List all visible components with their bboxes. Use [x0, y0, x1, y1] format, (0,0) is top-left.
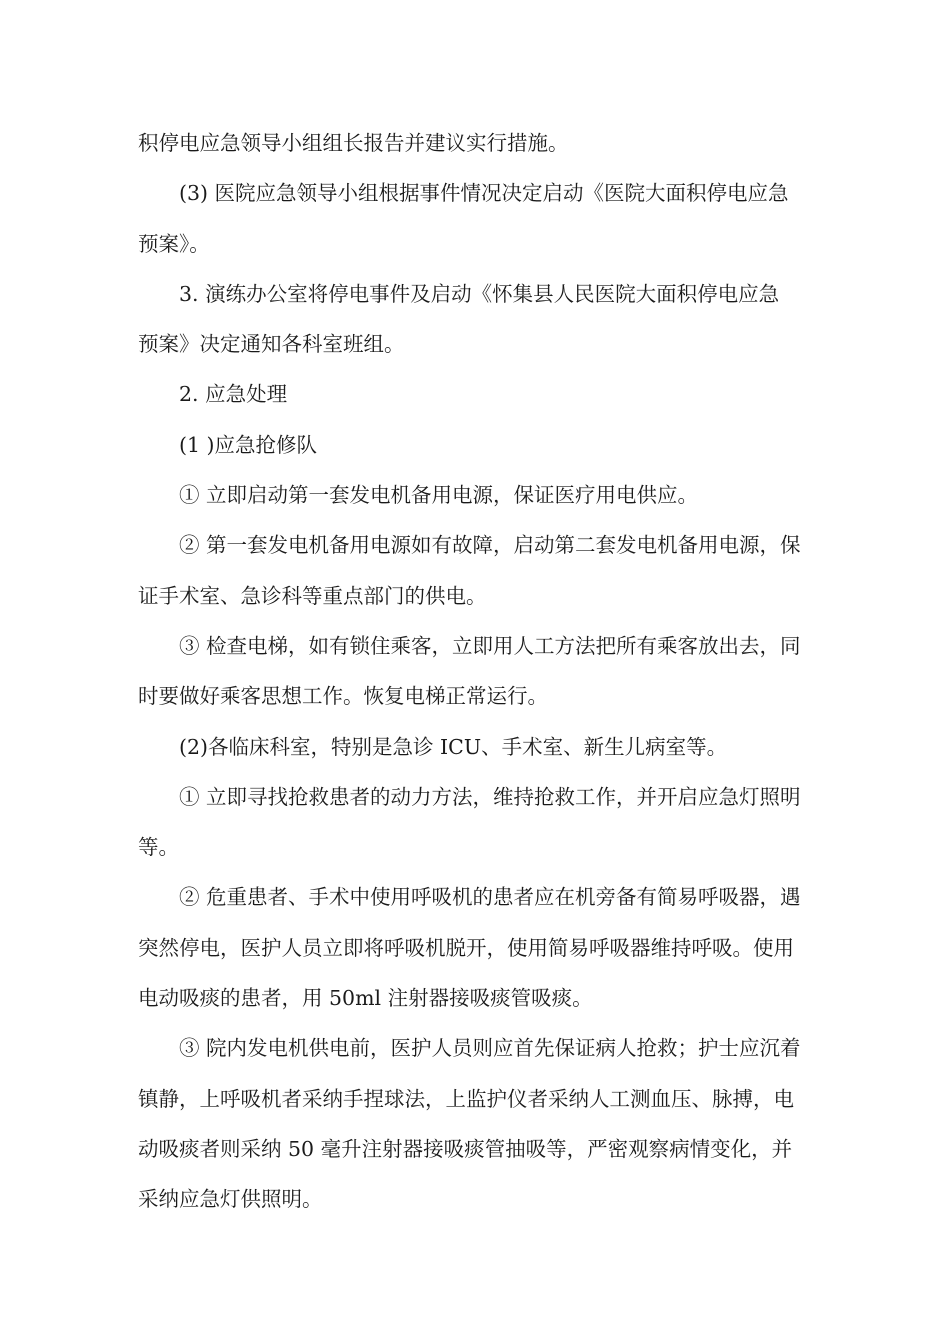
paragraph-line: 突然停电，医护人员立即将呼吸机脱开，使用简易呼吸器维持呼吸。使用: [138, 935, 794, 960]
list-item: ② 第一套发电机备用电源如有故障，启动第二套发电机备用电源，保: [179, 533, 801, 558]
paragraph-line: 镇静，上呼吸机者采纳手捏球法，上监护仪者采纳人工测血压、脉搏，电: [138, 1086, 794, 1111]
paragraph-line: 电动吸痰的患者，用 50ml 注射器接吸痰管吸痰。: [138, 986, 593, 1011]
section-heading: 2. 应急处理: [179, 382, 288, 407]
subsection-heading: (2)各临床科室，特别是急诊 ICU、手术室、新生儿病室等。: [179, 734, 728, 759]
paragraph-line: 证手术室、急诊科等重点部门的供电。: [138, 583, 487, 608]
paragraph-line: 时要做好乘客思想工作。恢复电梯正常运行。: [138, 684, 548, 709]
paragraph-line: 预案》决定通知各科室班组。: [138, 332, 405, 357]
subsection-heading: (1 )应急抢修队: [179, 432, 318, 457]
list-item: ① 立即寻找抢救患者的动力方法，维持抢救工作，并开启应急灯照明: [179, 784, 801, 809]
paragraph-line: 采纳应急灯供照明。: [138, 1187, 323, 1212]
paragraph-line: 3. 演练办公室将停电事件及启动《怀集县人民医院大面积停电应急: [179, 281, 780, 306]
list-item: ② 危重患者、手术中使用呼吸机的患者应在机旁备有简易呼吸器，遇: [179, 885, 801, 910]
paragraph-line: 动吸痰者则采纳 50 毫升注射器接吸痰管抽吸等，严密观察病情变化，并: [138, 1136, 793, 1161]
paragraph-line: 预案》。: [138, 231, 210, 256]
paragraph-line: 积停电应急领导小组组长报告并建议实行措施。: [138, 131, 569, 155]
document-body: [138, 118, 822, 1225]
list-item: ③ 院内发电机供电前，医护人员则应首先保证病人抢救；护士应沉着: [179, 1036, 801, 1061]
paragraph-line: (3) 医院应急领导小组根据事件情况决定启动《医院大面积停电应急: [179, 181, 789, 206]
paragraph-line: 等。: [138, 835, 179, 860]
list-item: ③ 检查电梯，如有锁住乘客，立即用人工方法把所有乘客放出去，同: [179, 633, 801, 658]
list-item: ① 立即启动第一套发电机备用电源，保证医疗用电供应。: [179, 483, 699, 508]
